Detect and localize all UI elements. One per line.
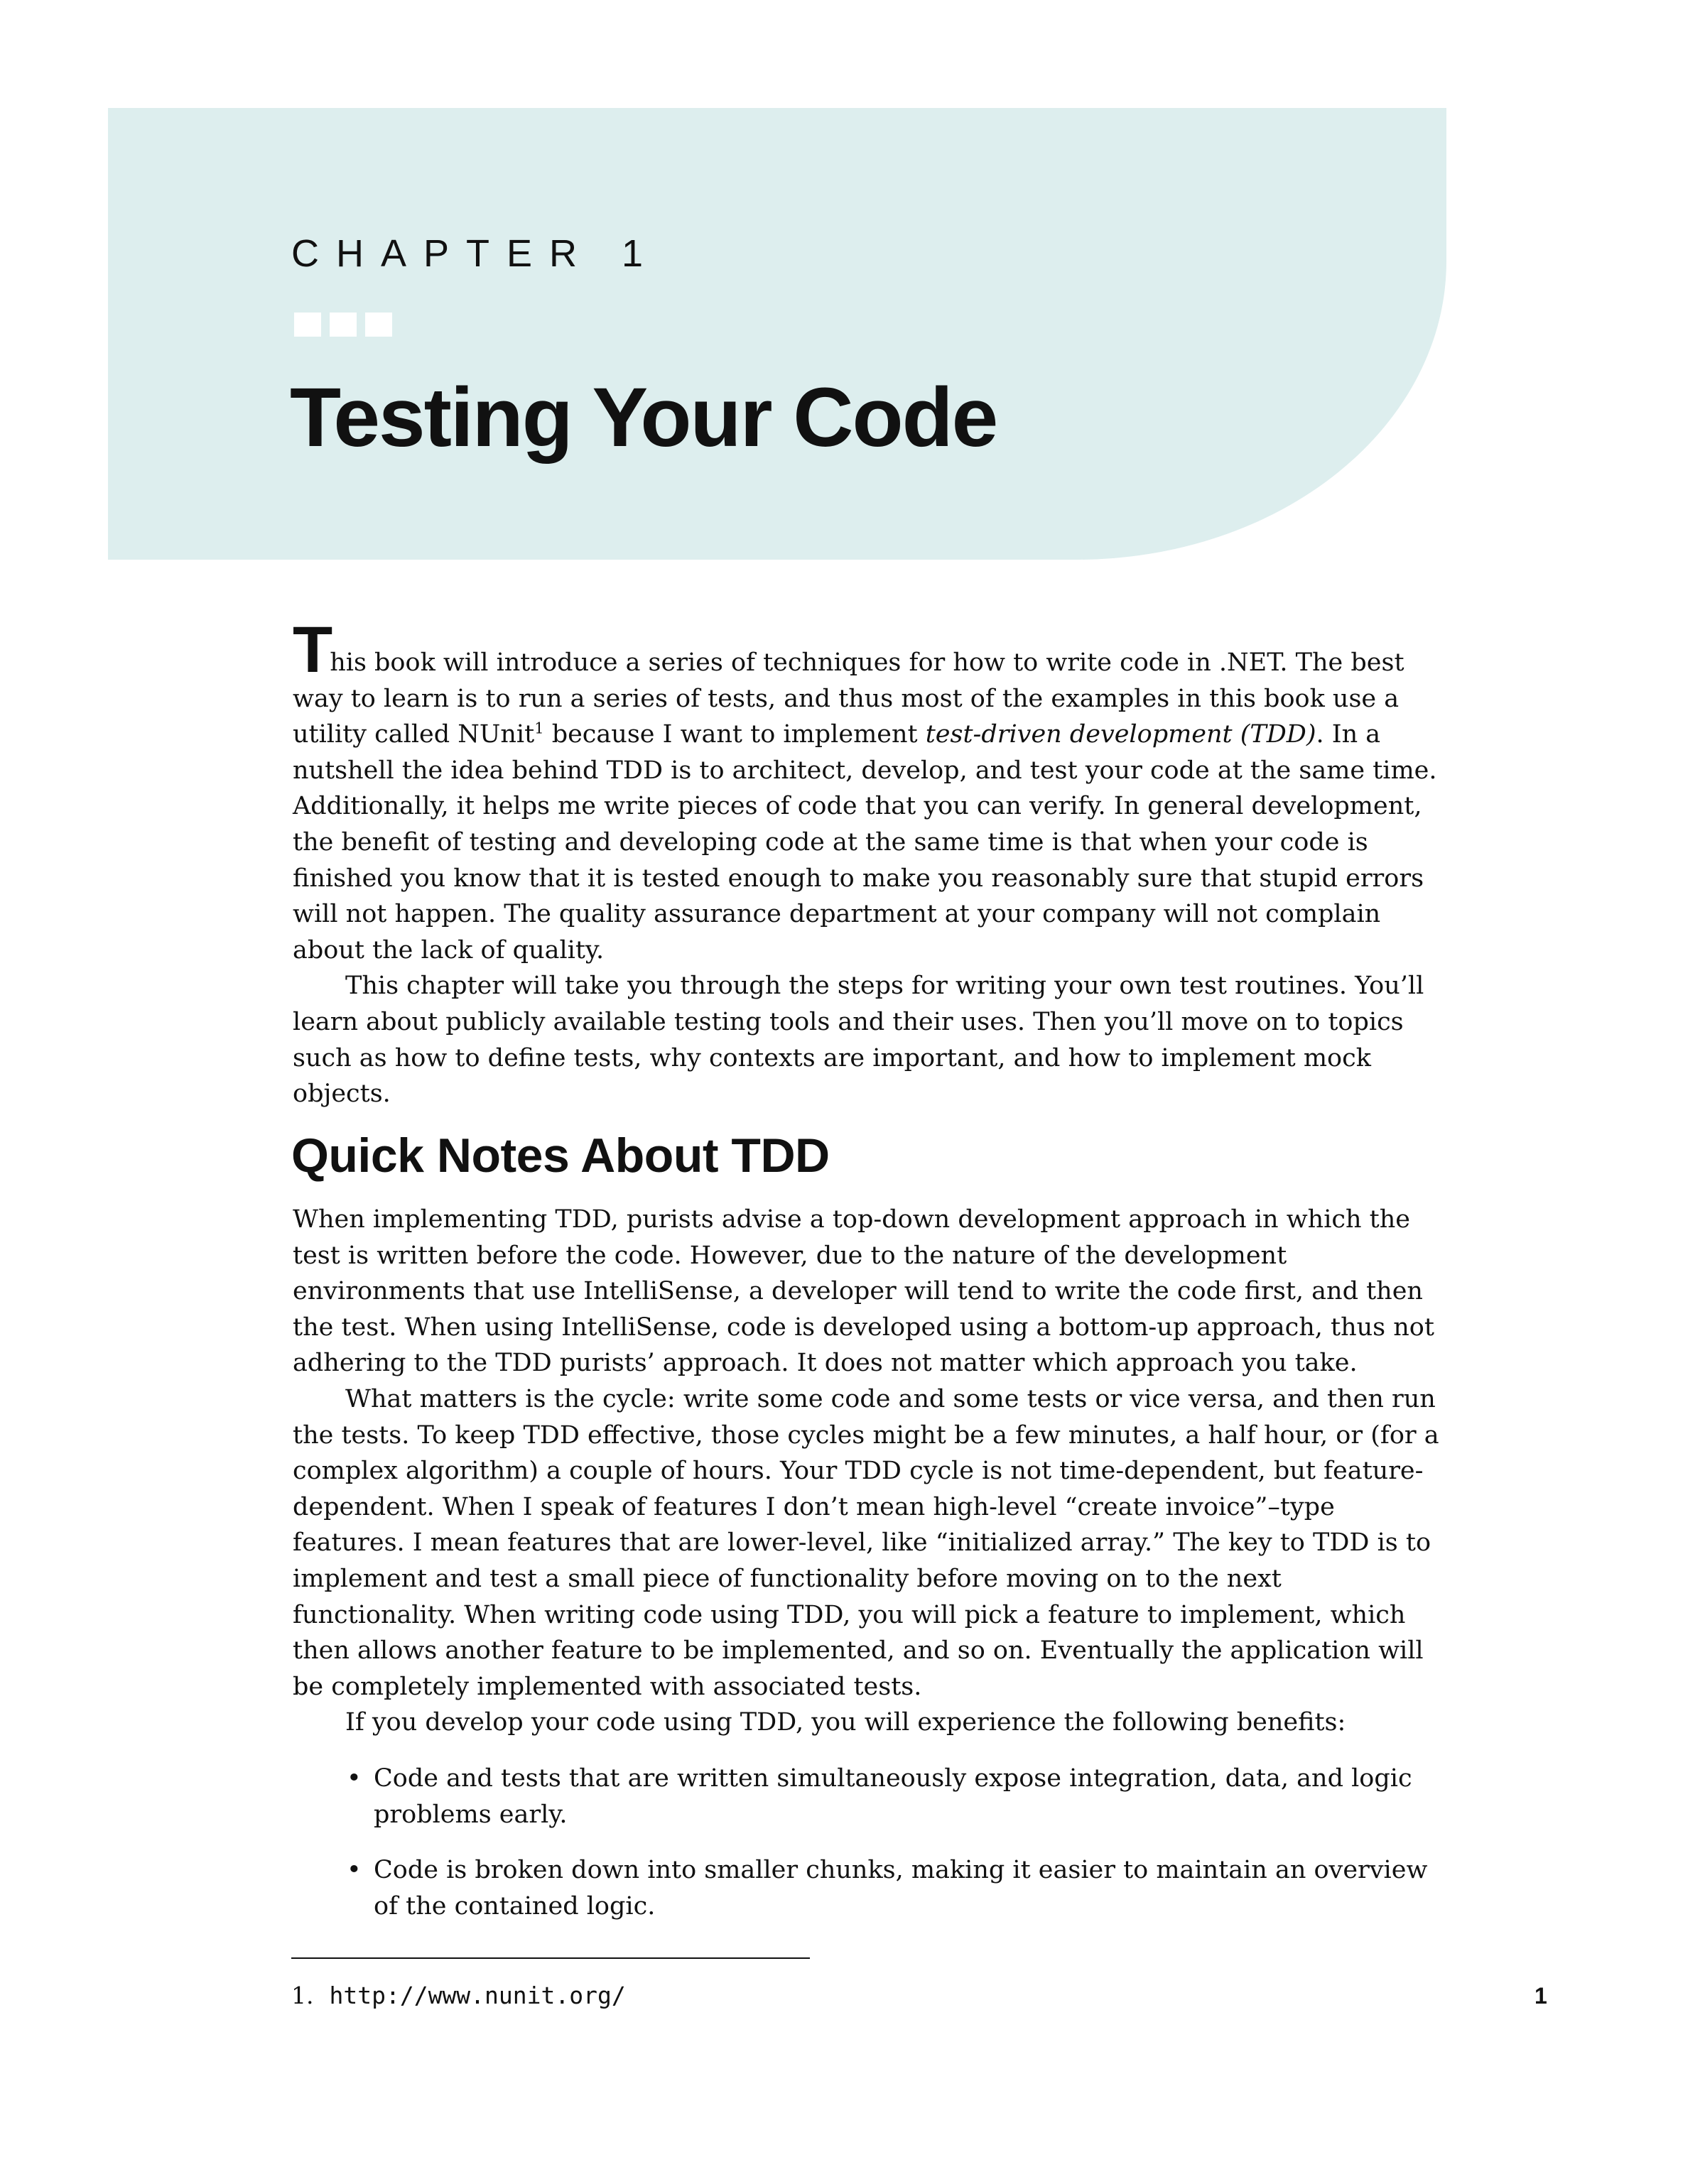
list-item [293,1852,1444,1924]
intro-paragraph-2: This chapter will take you through the steps for writing your own test routines. You’ll learn about publicly available testing tools and their uses. Then you’ll move on to topics such as how to define tests, why contexts are important, and how to implement mock objects. [293,972,1424,1109]
benefits-list [293,1761,1444,1924]
ornament-square [294,313,321,337]
intro-emphasis: test-driven development (TDD) [925,720,1316,749]
drop-cap: T [293,614,330,686]
chapter-label: CHAPTER 1 [291,232,661,275]
list-item-text: Code and tests that are written simultaneously expose integration, data, and logic problems early. [374,1764,1412,1829]
page-number: 1 [1534,1983,1547,2009]
intro-text [293,614,1444,1112]
bullet-icon: • [347,1764,362,1793]
chapter-ornament [294,313,392,337]
list-item [293,1761,1444,1832]
footnote [291,1982,626,2009]
section-paragraph-3: If you develop your code using TDD, you will experience the following benefits: [345,1708,1346,1737]
intro-text-segment: . In a nutshell the idea behind TDD is to architect, develop, and test your code at the same time. Additionally, it helps me write pieces of code that you can verify. In general development, the benefit of testing and developing code at the same time is that when your code is finished you know that it is tested enough to make you reasonably sure that stupid errors will not happen. The quality assurance department at your company will not complain about the lack of quality. [293,720,1437,965]
section-heading: Quick Notes About TDD [291,1129,830,1183]
intro-paragraph-1 [293,614,1444,968]
ornament-square [330,313,357,337]
section-text [293,1202,1444,1924]
footnote-number: 1. [291,1982,314,2009]
bullet-icon: • [347,1856,362,1885]
footnote-url: http://www.nunit.org/ [329,1982,626,2009]
section-paragraph-2: What matters is the cycle: write some code and some tests or vice versa, and then run the tests. To keep TDD effective, those cycles might be a few minutes, a half hour, or (for a complex algorithm) a couple of hours. Your TDD cycle is not time-dependent, but feature-dependent. When I speak of features I don’t mean high-level “create invoice”–type features. I mean features that are lower-level, like “initialized array.” The key to TDD is to implement and test a small piece of functionality before moving on to the next functionality. When writing code using TDD, you will pick a feature to implement, which then allows another feature to be implemented, and so on. Eventually the application will be completely implemented with associated tests. [293,1384,1439,1701]
intro-text-segment: because I want to implement [543,720,926,749]
footnote-divider [291,1957,810,1959]
intro-text-segment: his book will introduce a series of techniques for how to write code in .NET. The best way to learn is to run a series of tests, and thus most of the examples in this book use a utility called NUnit [293,648,1404,749]
footnote-ref: 1 [534,719,544,737]
ornament-square [365,313,392,337]
list-item-text: Code is broken down into smaller chunks, making it easier to maintain an overview of the contained logic. [374,1856,1428,1920]
chapter-title: Testing Your Code [290,371,997,464]
section-paragraph-1: When implementing TDD, purists advise a top-down development approach in which the test is written before the code. However, due to the nature of the development environments that use IntelliSense, a developer will tend to write the code first, and then the test. When using IntelliSense, code is developed using a bottom-up approach, thus not adhering to the TDD purists’ approach. It does not matter which approach you take. [293,1205,1434,1378]
